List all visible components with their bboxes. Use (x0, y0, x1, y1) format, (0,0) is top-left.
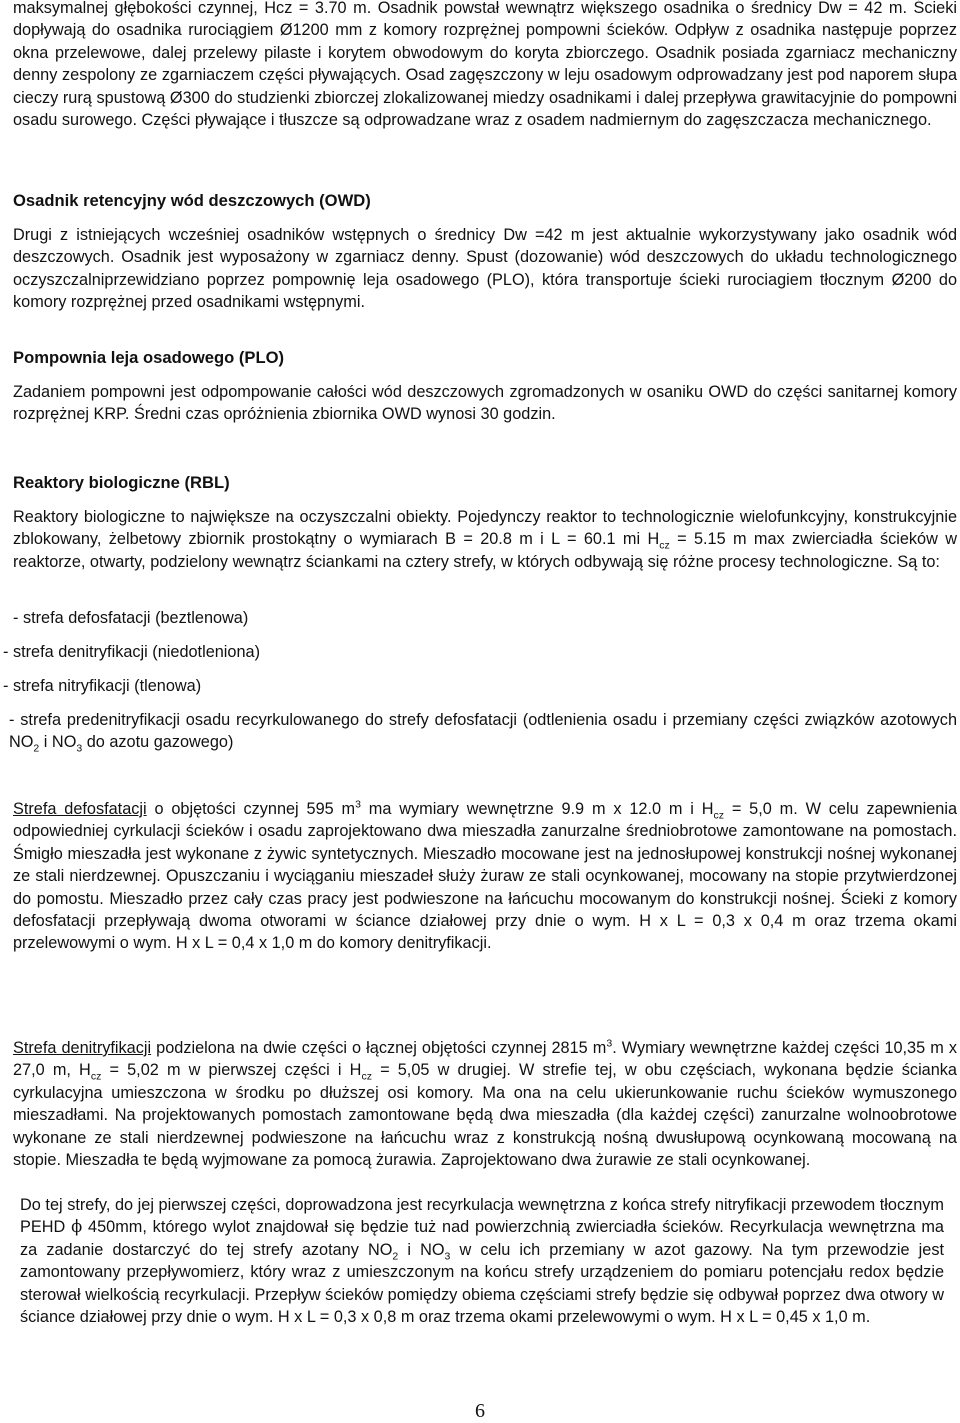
superscript: 3 (606, 1037, 613, 1050)
heading-plo: Pompownia leja osadowego (PLO) (13, 348, 285, 367)
page-number: 6 (475, 1400, 485, 1422)
subscript: 3 (444, 1250, 451, 1263)
heading-rbl: Reaktory biologiczne (RBL) (13, 473, 230, 492)
paragraph-text: w celu ich przemiany w azot gazowy. Na tym przewodzie jest zamontowany przepływomierz, który wraz z umieszczonym na końcu strefy urządzeniem do pomiaru potencjału redox będzie sterował wielkością recyrkulacji. Przepływ ścieków pomiędzy obiema częściami strefy będzie się odbywał poprzez dwa otwory w ściance działowej przy dnie o wym. H x L = 0,3 x 0,8 m oraz trzema okami przelewowymi o wym. H x L = 0,45 x 1,0 m. (20, 1240, 944, 1327)
subscript: 3 (76, 742, 83, 755)
paragraph-denitryfikacja (13, 1037, 957, 1171)
paragraph-plo: Zadaniem pompowni jest odpompowanie całości wód deszczowych zgromadzonych w osaniku OWD do części sanitarnej komory rozprężnej KRP. Średni czas opróżnienia zbiornika OWD wynosi 30 godzin. (13, 383, 957, 424)
paragraph-defosfatacja (13, 798, 957, 955)
list-item-denitryfikacja: - strefa denitryfikacji (niedotleniona) (3, 643, 261, 661)
paragraph-text: Do tej strefy, do jej pierwszej części, doprowadzona jest recyrkulacja wewnętrzna z końca strefy nitryfikacji przewodem tłocznym PEHD (20, 1196, 944, 1237)
list-text: i NO (39, 733, 77, 752)
paragraph-text: 450mm, którego wylot znajdował się będzie tuż nad powierzchnią zwierciadła ścieków. Recyrkulacja wewnętrzna ma za zadanie dostarczyć do tej strefy azotany NO (20, 1218, 944, 1259)
paragraph-text: ma wymiary wewnętrzne 9.9 m x 12.0 m i H (360, 800, 714, 818)
section-title-denitryfikacja: Strefa denitryfikacji (13, 1039, 152, 1057)
paragraph-recyrkulacja (20, 1194, 944, 1328)
phi-symbol: ϕ (71, 1217, 83, 1237)
subscript: cz (713, 809, 724, 822)
list-text: do azotu gazowego) (82, 733, 234, 752)
rbl-intro-text: Reaktory biologiczne to największe na oczyszczalni obiekty. Pojedynczy reaktor to technologicznie wielofunkcyjny, konstrukcyjnie zblokowany, żelbetowy zbiornik prostokątny o wymiarach B = 20.8 m i L = 60.1 mi H (13, 508, 957, 549)
rbl-intro-text: = 5.15 m max zwierciadła ścieków w reaktorze, otwarty, podzielony wewnątrz ściankami na cztery strefy, w których odbywają się różne procesy technologiczne. Są to: (13, 530, 957, 571)
paragraph-text: i NO (398, 1240, 445, 1259)
paragraph-text: podzielona na dwie części o łącznej objętości czynnej 2815 m (151, 1039, 607, 1057)
paragraph-primary-settler (13, 0, 957, 131)
list-text: - strefa predenitryfikacji osadu recyrkulowanego do strefy defosfatacji (odtlenienia osadu i przemiany części związków azotowych NO (9, 711, 957, 752)
list-item-nitryfikacja: - strefa nitryfikacji (tlenowa) (3, 677, 202, 695)
superscript: 3 (355, 798, 361, 811)
subscript: 2 (33, 742, 40, 755)
paragraph-owd: Drugi z istniejących wcześniej osadników wstępnych o średnicy Dw =42 m jest aktualnie wykorzystywany jako osadnik wód deszczowych. Osadnik jest wyposażony w zgarniacz denny. Spust (dozowanie) wód deszczowych do układu technologicznego oczyszczalniprzewidziano poprzez pompownię leja osadowego (PLO), która transportuje ścieki rurociagiem tłocznym Ø200 do komory rozprężnej przed osadnikami wstępnymi. (13, 226, 957, 312)
paragraph-text: = 5,05 w drugiej. W strefie tej, w obu częściach, wykonana będzie ścianka cyrkulacyjna umieszczona w środku po dłuższej osi komory. Ma ona na celu ukierunkowanie ruchu ścieków wymuszonego mieszadłami. Na projektowanych pomostach zamontowane będą dwa mieszadła (dla każdej części) zanurzalne wolnoobrotowe wykonane ze stali nierdzewnej podwieszone na łańcuchu wraz z konstrukcją nośną dwusłupową ocynkowaną mocowaną na stopie. Mieszadła te będą wyjmowane za pomocą żurawia. Zaprojektowano dwa żurawie ze stali ocynkowanej. (13, 1061, 957, 1170)
subscript: cz (659, 539, 670, 552)
list-item-defosfatacja: - strefa defosfatacji (beztlenowa) (13, 609, 249, 627)
paragraph-text: maksymalnej głębokości czynnej, Hcz = 3.70 m. Osadnik powstał wewnątrz większego osadnika o średnicy Dw = 42 m. Ścieki dopływają do osadnika rurociągiem Ø1200 mm z komory rozprężnej pompowni ścieków. Odpływ z osadnika następuje poprzez okna przelewowe, dalej przelewy pilaste i korytem obwodowym do koryta zbiorczego. Osadnik posiada zgarniacz mechaniczny denny zespolony ze zgarniaczem części pływających. Osad zagęszczony w leju osadowym odprowadzany jest pod naporem słupa cieczy rurą spustową Ø300 do studzienki zbiorczej zlokalizowanej miedzy osadnikami i dalej przepływa grawitacyjnie do pompowni osadu surowego. Części pływające i tłuszcze są odprowadzane wraz z osadem nadmiernym do zagęszczacza mechanicznego. (13, 0, 957, 130)
subscript: cz (90, 1070, 102, 1083)
paragraph-text: . Wymiary wewnętrzne każdej części 10,35 m x 27,0 m, H (13, 1039, 957, 1080)
subscript: cz (361, 1070, 372, 1083)
paragraph-text: = 5,0 m. W celu zapewnienia odpowiedniej cyrkulacji ścieków i osadu zaprojektowano dwa mieszadła zanurzalne średniobrotowe zamontowane na pomostach. Śmigło mieszadła jest wykonane z żywic syntetycznych. Mieszadło mocowane jest na jednosłupowej konstrukcji nośnej wykonanej ze stali nierdzewnej. Opuszczaniu i wyciąganiu mieszadeł służy żuraw ze stali ocynkowanej, mocowany na stopie przytwierdzonej do pomostu. Mieszadło przez cały czas pracy jest podwieszone na łańcuchu mocowanym do konstrukcji nośnej. Ścieki z komory defosfatacji przepływają dwoma otworami w ściance działowej przy dnie o wym. H x L = 0,3 x 0,4 m oraz trzema okami przelewowymi o wym. H x L = 0,4 x 1,0 m do komory denitryfikacji. (13, 800, 957, 953)
subscript: 2 (392, 1250, 399, 1263)
list-item-predenitryfikacja (9, 709, 957, 754)
paragraph-text: = 5,02 m w pierwszej części i H (101, 1061, 362, 1080)
paragraph-rbl-intro (13, 506, 957, 573)
paragraph-text: o objętości czynnej 595 m (146, 800, 356, 818)
heading-owd: Osadnik retencyjny wód deszczowych (OWD) (13, 191, 371, 210)
section-title-defosfatacja: Strefa defosfatacji (13, 800, 147, 818)
